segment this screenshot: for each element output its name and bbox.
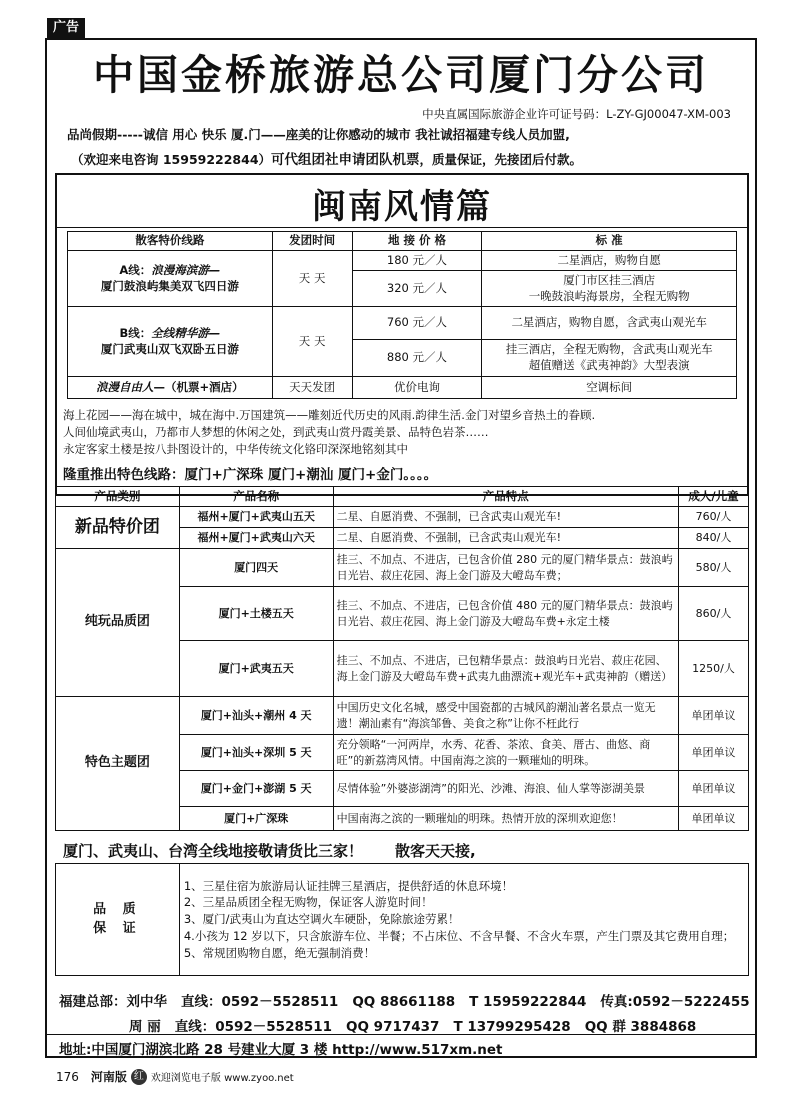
- list-item: 1、三星住宿为旅游局认证挂牌三星酒店，提供舒适的休息环境！: [183, 878, 514, 893]
- route-free-time: 天天发团: [272, 377, 352, 399]
- product-name: 厦门四天: [179, 549, 333, 587]
- col-header-standard: 标 准: [482, 232, 737, 251]
- intro-line-2: [71, 148, 582, 168]
- product-features: 中国历史文化名城，感受中国瓷都的古城风韵潮汕著名景点一览无遗！潮汕素有“海滨邹鲁、美食之称”让你不枉此行: [333, 697, 678, 735]
- edition-label: 河南版: [90, 1070, 127, 1084]
- intro-line-1: 品尚假期-----诚信 用心 快乐 厦.门——座美的让你感动的城市 我社诚招福建专线人员加盟,: [67, 127, 570, 142]
- product-features: 中国南海之滨的一颗璀灿的明珠。热情开放的深圳欢迎您！: [333, 807, 678, 831]
- route-free: 浪漫自由人—（机票+酒店）: [68, 377, 273, 399]
- product-features: 挂三、不加点、不进店，已包含价值 480 元的厦门精华景点：鼓浪屿日光岩、菽庄花园、海上金门游及大嶝岛车费+永定土楼: [333, 587, 678, 641]
- route-a-standard-1: 二星酒店，购物自愿: [482, 251, 737, 271]
- route-b-price-2: 880 元／人: [352, 340, 482, 377]
- product-price: 单团单议: [679, 771, 749, 807]
- route-free-standard: 空调标间: [482, 377, 737, 399]
- table-row: [68, 307, 737, 340]
- consult-phone: （欢迎来电咨询 15959222844）: [71, 152, 272, 167]
- advertisement-frame: [45, 38, 757, 1058]
- route-price-table: [67, 231, 737, 399]
- contact-row-2: 周 丽 直线：0592－5528511 QQ 9717437 T 13799295428 QQ 群 3884868: [129, 1019, 697, 1035]
- category-new: 新品特价团: [56, 507, 180, 549]
- table-row: [68, 251, 737, 271]
- address: 地址:中国厦门湖滨北路 28 号建业大厦 3 楼 http://www.517xm.net: [59, 1042, 503, 1058]
- table-row: [56, 507, 749, 528]
- route-a-price-1: 180 元／人: [352, 251, 482, 271]
- product-name: 厦门+汕头+潮州 4 天: [179, 697, 333, 735]
- table-row: [56, 549, 749, 587]
- list-item: 2、三星品质团全程无购物，保证客人游览时间！: [183, 895, 433, 910]
- edition-badge-icon: 红: [131, 1069, 147, 1085]
- product-features: 挂三、不加点、不进店，已包精华景点：鼓浪屿日光岩、菽庄花园、海上金门游及大嶝岛车费+武夷九曲漂流+观光车+武夷神韵（赠送）: [333, 641, 678, 697]
- col-header-price: 地 接 价 格: [352, 232, 482, 251]
- route-a-time: 天 天: [272, 251, 352, 307]
- page-number: 176: [56, 1069, 79, 1084]
- table-row: [56, 864, 749, 976]
- slogan: 厦门、武夷山、台湾全线地接敬请货比三家！ 散客天天接,: [63, 842, 476, 860]
- page-footer: [56, 1068, 294, 1085]
- category-theme: 特色主题团: [56, 697, 180, 831]
- route-b-time: 天 天: [272, 307, 352, 377]
- list-item: 3、厦门/武夷山为直达空调火车硬卧，免除旅途劳累！: [183, 912, 460, 927]
- product-name: 厦门+武夷五天: [179, 641, 333, 697]
- route-a-standard-2: 厦门市区挂三酒店 一晚鼓浪屿海景房，全程无购物: [482, 271, 737, 307]
- table-row: [56, 697, 749, 735]
- quality-guarantee-table: [55, 863, 749, 976]
- contact-row-1: 福建总部：刘中华 直线：0592－5528511 QQ 88661188 T 15959222844 传真:0592－5222455: [59, 994, 750, 1010]
- route-b-standard-2: 挂三酒店，全程无购物，含武夷山观光车 超值赠送《武夷神韵》大型表演: [482, 340, 737, 377]
- product-name: 福州+厦门+武夷山六天: [179, 528, 333, 549]
- divider: [57, 227, 747, 228]
- product-price: 1250/人: [679, 641, 749, 697]
- route-b-price-1: 760 元／人: [352, 307, 482, 340]
- quality-items: [179, 864, 748, 976]
- product-price: 单团单议: [679, 735, 749, 771]
- product-price: 860/人: [679, 587, 749, 641]
- product-features: 二星、自愿消费、不强制，已含武夷山观光车!: [333, 528, 678, 549]
- list-item: 5、常规团购物自愿，绝无强制消费！: [183, 945, 376, 960]
- featured-routes-promo: 隆重推出特色线路：厦门+广深珠 厦门+潮汕 厦门+金门。。。。: [63, 467, 438, 483]
- route-a-price-2: 320 元／人: [352, 271, 482, 307]
- table-row: [68, 377, 737, 399]
- table-header-row: [68, 232, 737, 251]
- col-header-route: 散客特价线路: [68, 232, 273, 251]
- company-name: 中国金桥旅游总公司厦门分公司: [93, 51, 709, 99]
- route-b-standard-1: 二星酒店，购物自愿，含武夷山观光车: [482, 307, 737, 340]
- website-note: 欢迎浏览电子版 www.zyoo.net: [150, 1073, 294, 1084]
- product-name: 厦门+土楼五天: [179, 587, 333, 641]
- product-name: 福州+厦门+武夷山五天: [179, 507, 333, 528]
- product-price: 760/人: [679, 507, 749, 528]
- col-header-price: 成人/儿童: [679, 487, 749, 507]
- quality-label: 品 质 保 证: [56, 864, 180, 976]
- list-item: 4.小孩为 12 岁以下，只含旅游车位、半餐；不占床位、不含早餐、不含火车票，产生门票及其它费用自理；: [183, 928, 735, 943]
- col-header-category: 产品类别: [56, 487, 180, 507]
- product-features: 尽情体验”外婆澎湖湾”的阳光、沙滩、海浪、仙人掌等澎湖美景: [333, 771, 678, 807]
- product-price: 单团单议: [679, 807, 749, 831]
- col-header-features: 产品特点: [333, 487, 678, 507]
- section-title: 闽南风情篇: [312, 187, 492, 227]
- table-header-row: [56, 487, 749, 507]
- ticket-service: 可代组团社申请团队机票: [271, 152, 420, 168]
- license-number: 中央直属国际旅游企业许可证号码：L-ZY-GJ00047-XM-003: [422, 107, 731, 121]
- ad-tag: 广告: [47, 18, 85, 38]
- product-name: 厦门+汕头+深圳 5 天: [179, 735, 333, 771]
- product-table: [55, 486, 749, 831]
- category-quality: 纯玩品质团: [56, 549, 180, 697]
- product-price: 580/人: [679, 549, 749, 587]
- minnan-section: [55, 173, 749, 496]
- route-a: A线：浪漫海滨游— 厦门鼓浪屿集美双飞四日游: [68, 251, 273, 307]
- product-name: 厦门+广深珠: [179, 807, 333, 831]
- destination-intro: 海上花园——海在城中，城在海中.万国建筑——雕刻近代历史的风雨.韵律生活.金门对望乡音热土的眷顾. 人间仙境武夷山，乃都市人梦想的休闲之处，到武夷山赏丹霞美景、品特色岩茶…… 永定客家土楼是按八卦图设计的，中华传统文化铬印深深地铭刻其中: [63, 408, 596, 456]
- route-free-price: 优价电询: [352, 377, 482, 399]
- col-header-time: 发团时间: [272, 232, 352, 251]
- product-name: 厦门+金门+澎湖 5 天: [179, 771, 333, 807]
- product-features: 挂三、不加点、不进店，已包含价值 280 元的厦门精华景点：鼓浪屿日光岩、菽庄花园、海上金门游及大嶝岛车费；: [333, 549, 678, 587]
- col-header-name: 产品名称: [179, 487, 333, 507]
- quality-note: ，质量保证，先接团后付款。: [419, 152, 583, 167]
- divider: [47, 1034, 755, 1035]
- route-b: B线：全线精华游— 厦门武夷山双飞双卧五日游: [68, 307, 273, 377]
- product-features: 二星、自愿消费、不强制，已含武夷山观光车!: [333, 507, 678, 528]
- product-price: 840/人: [679, 528, 749, 549]
- product-price: 单团单议: [679, 697, 749, 735]
- product-features: 充分领略“一河两岸，水秀、花香、茶浓、食美、厝古、曲悠、商旺”的新荔湾风情。中国南海之滨的一颗璀灿的明珠。: [333, 735, 678, 771]
